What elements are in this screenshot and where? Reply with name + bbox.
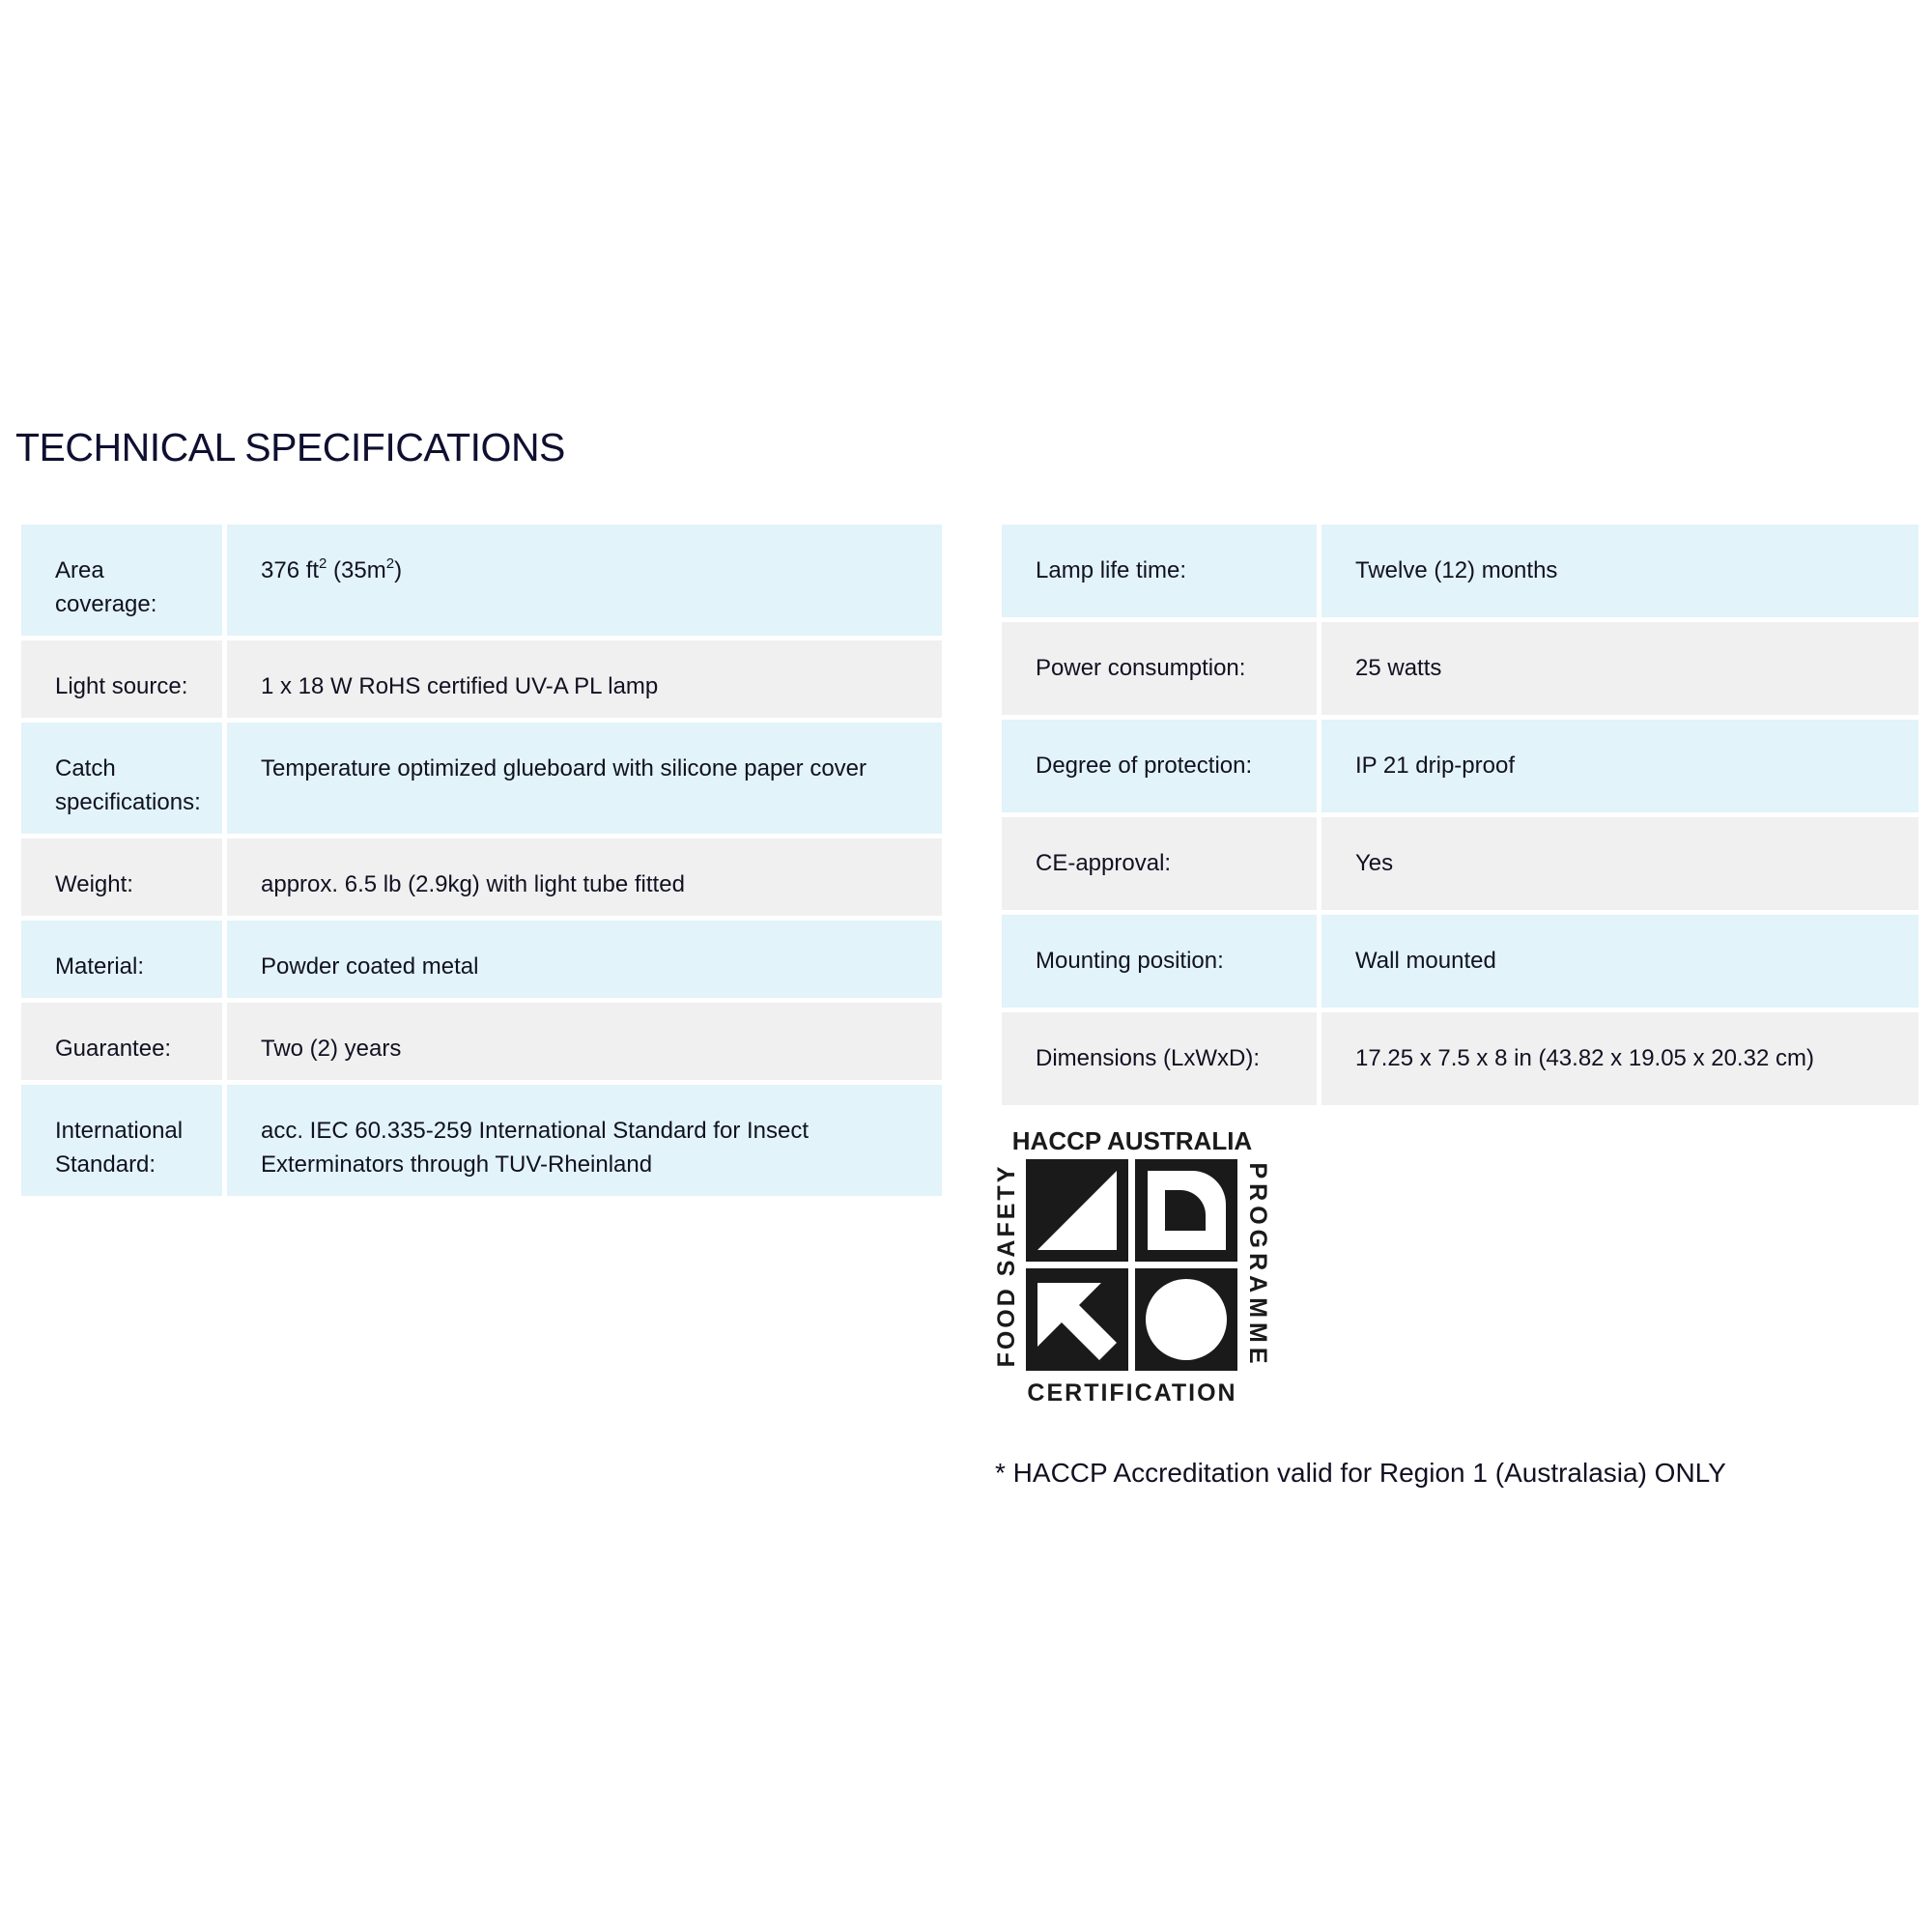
logo-squares: [1026, 1159, 1237, 1371]
specs-table-right: [997, 520, 1923, 1110]
page-title: TECHNICAL SPECIFICATIONS: [15, 425, 565, 469]
spec-row-lamp-life-time: [1002, 525, 1918, 617]
spec-row-ce-approval: [1002, 817, 1918, 910]
spec-value: Yes: [1321, 817, 1918, 910]
spec-row-international-standard: [21, 1085, 942, 1196]
spec-value: Wall mounted: [1321, 915, 1918, 1008]
spec-label: Area coverage:: [21, 525, 222, 636]
spec-label: Catch specifications:: [21, 723, 222, 834]
spec-label: Dimensions (LxWxD):: [1002, 1012, 1317, 1105]
spec-value: 25 watts: [1321, 622, 1918, 715]
spec-label: Light source:: [21, 640, 222, 718]
spec-row-material: [21, 921, 942, 998]
spec-row-power-consumption: [1002, 622, 1918, 715]
haccp-footnote: * HACCP Accreditation valid for Region 1 (Australasia) ONLY: [995, 1458, 1726, 1488]
specs-table-left: [16, 520, 947, 1201]
logo-right-text: PROGRAMME: [1244, 1162, 1271, 1369]
spec-label: Degree of protection:: [1002, 720, 1317, 812]
spec-label: International Standard:: [21, 1085, 222, 1196]
spec-row-mounting-position: [1002, 915, 1918, 1008]
spec-value: acc. IEC 60.335-259 International Standard for Insect Exterminators through TUV-Rheinland: [227, 1085, 942, 1196]
spec-label: Lamp life time:: [1002, 525, 1317, 617]
spec-row-dimensions: [1002, 1012, 1918, 1105]
spec-value: 376 $ft^2$ $(35m^2)$: [227, 525, 942, 636]
spec-value: Twelve (12) months: [1321, 525, 1918, 617]
logo-bottom-text: CERTIFICATION: [1027, 1379, 1237, 1406]
circle-icon: [1146, 1279, 1227, 1360]
spec-value: 1 x 18 W RoHS certified UV-A PL lamp: [227, 640, 942, 718]
spec-label: Material:: [21, 921, 222, 998]
spec-label: Mounting position:: [1002, 915, 1317, 1008]
spec-row-light-source: [21, 640, 942, 718]
logo-left-text: FOOD SAFETY: [993, 1163, 1020, 1368]
logo-top-text: HACCP AUSTRALIA: [1011, 1126, 1253, 1155]
spec-label: Power consumption:: [1002, 622, 1317, 715]
spec-value: Powder coated metal: [227, 921, 942, 998]
spec-value: Temperature optimized glueboard with silicone paper cover: [227, 723, 942, 834]
spec-value: 17.25 x 7.5 x 8 in (43.82 x 19.05 x 20.32 cm): [1321, 1012, 1918, 1105]
spec-value: Two (2) years: [227, 1003, 942, 1080]
spec-label: CE-approval:: [1002, 817, 1317, 910]
spec-row-catch-specifications: [21, 723, 942, 834]
spec-row-degree-of-protection: [1002, 720, 1918, 812]
spec-row-guarantee: [21, 1003, 942, 1080]
haccp-australia-logo: [987, 1121, 1277, 1410]
spec-label: Guarantee:: [21, 1003, 222, 1080]
spec-value: approx. 6.5 lb (2.9kg) with light tube fitted: [227, 838, 942, 916]
spec-label: Weight:: [21, 838, 222, 916]
spec-value: IP 21 drip-proof: [1321, 720, 1918, 812]
spec-row-weight: [21, 838, 942, 916]
spec-row-area-coverage: [21, 525, 942, 636]
